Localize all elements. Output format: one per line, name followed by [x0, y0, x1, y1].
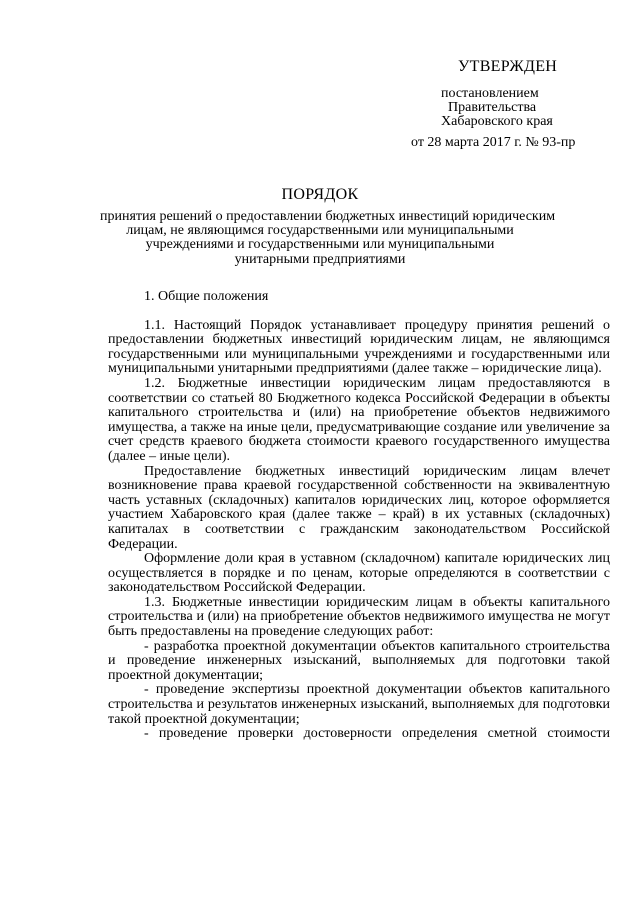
list-item-expertise: - проведение экспертизы проектной документации объектов капитального строительства и результатов инженерных изысканий, выполняемых для подготовки такой проектной документации;	[108, 682, 610, 727]
paragraph-1-3: 1.3. Бюджетные инвестиции юридическим лицам в объекты капитального строительства и (или) на приобретение объектов недвижимого имущества не могут быть предоставлены на проведение следующих работ:	[108, 594, 610, 640]
approval-title: УТВЕРЖДЕН	[458, 58, 558, 75]
document-title: ПОРЯДОК	[281, 186, 359, 203]
paragraph-1-2: 1.2. Бюджетные инвестиции юридическим лицам предоставляются в соответствии со статьей 80 Бюджетного кодекса Российской Федерации в объекты капитального строительства и (или) на приобретение объектов недвижимого имущества, а также на иные цели, предусматривающие создание или увеличение за счет средств краевого бюджета стоимости краевого государственного имущества (далее – иные цели).	[108, 375, 610, 464]
approval-line-date: от 28 марта 2017 г. № 93-пр	[411, 135, 576, 150]
approval-stamp	[380, 58, 620, 150]
subtitle-line: принятия решений о предоставлении бюджетных инвестиций юридическим	[100, 209, 556, 224]
approval-line-resolution: постановлением	[441, 86, 539, 101]
subtitle-line: унитарными предприятиями	[234, 251, 406, 267]
paragraph-1-1: 1.1. Настоящий Порядок устанавливает процедуру принятия решений о предоставлении бюджетных инвестиций юридическим лицам, не являющимся государственными или муниципальными учреждениями и государственными или муниципальными унитарными предприятиями (далее также – юридические лица).	[108, 317, 610, 377]
approval-line-region: Хабаровского края	[441, 114, 553, 129]
section-heading: 1. Общие положения	[144, 289, 269, 304]
list-item-design-documentation: - разработка проектной документации объектов капитального строительства и проведение инженерных изысканий, выполняемых для подготовки такой проектной документации;	[108, 638, 610, 683]
document-subtitle	[100, 209, 556, 267]
subtitle-line: учреждениями и государственными или муниципальными	[145, 237, 495, 253]
paragraph-investment-rights: Предоставление бюджетных инвестиций юридическим лицам влечет возникновение права краевой государственной собственности на эквивалентную часть уставных (складочных) капиталов юридических лиц, которое оформляется участием Хабаровского края (далее также – край) в их уставных (складочных) капиталах в соответствии с гражданским законодательством Российской Федерации.	[108, 463, 610, 552]
paragraph-share-registration: Оформление доли края в уставном (складочном) капитале юридических лиц осуществляется в порядке и по ценам, которые определяются в соответствии с законодательством Российской Федерации.	[108, 551, 610, 596]
approval-line-government: Правительства	[448, 100, 537, 115]
subtitle-line: лицам, не являющимся государственными или муниципальными	[126, 223, 514, 239]
document-body	[108, 290, 610, 742]
list-item-cost-verification: - проведение проверки достоверности определения сметной стоимости	[144, 726, 610, 742]
